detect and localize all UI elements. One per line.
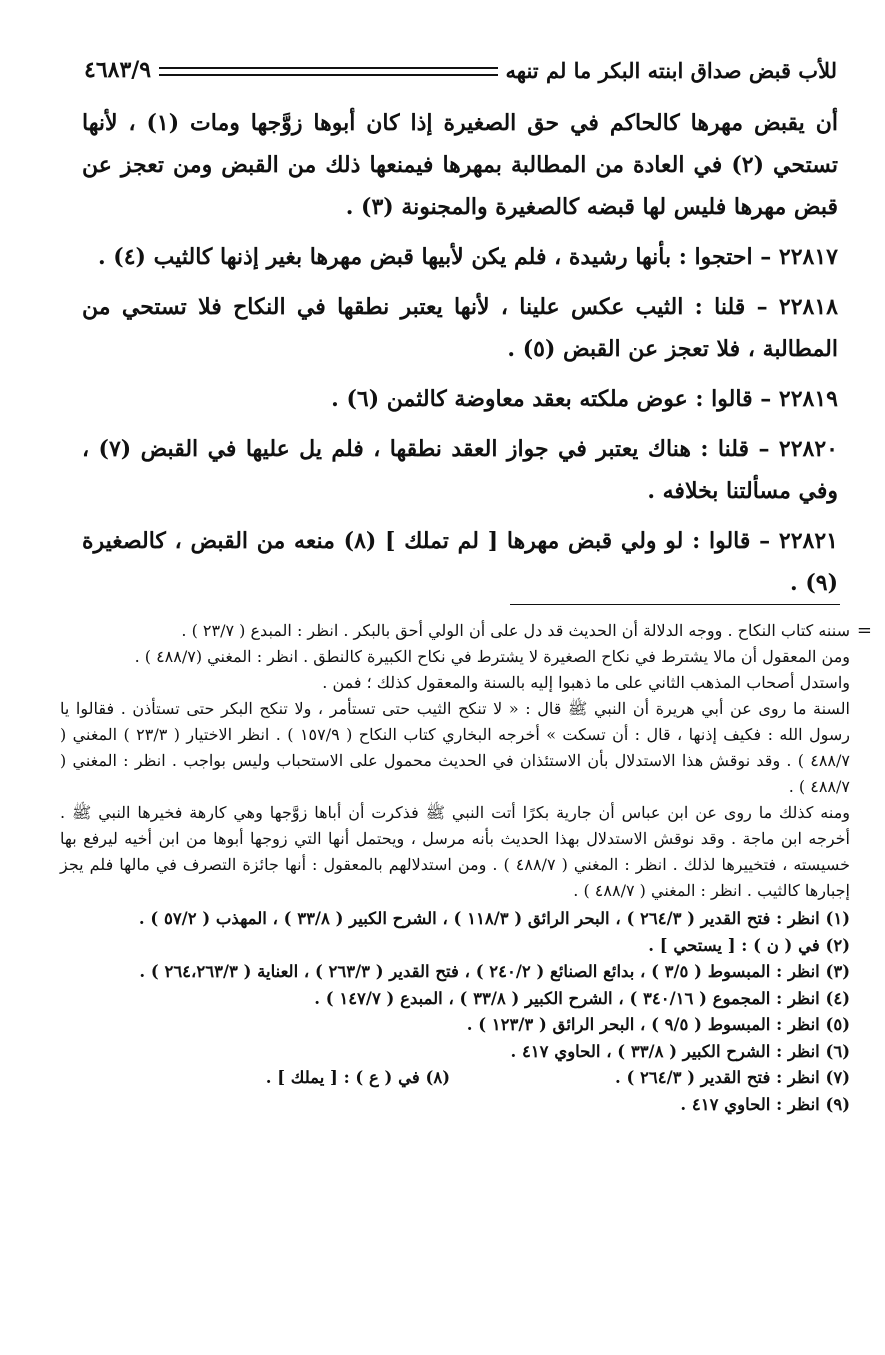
footnote: (٧) انظر : فتح القدير ( ٢٦٤/٣ ) .	[614, 1068, 850, 1087]
footnote-continuation: واستدل أصحاب المذهب الثاني على ما ذهبوا إليه بالسنة والمعقول كذلك ؛ فمن .	[322, 673, 850, 692]
continuation-mark: =	[856, 620, 872, 641]
footnotes	[60, 618, 872, 1118]
paragraph: ٢٢٨٢١ – قالوا : لو ولي قبض مهرها [ لم تملك ] (٨) منعه من القبض ، كالصغيرة (٩) .	[82, 528, 838, 596]
footnote-list	[105, 906, 850, 1118]
paragraph: ٢٢٨١٧ – احتجوا : بأنها رشيدة ، فلم يكن لأبيها قبض مهرها بغير إذنها كالثيب (٤) .	[97, 244, 838, 270]
running-header	[84, 52, 837, 88]
header-rule	[159, 67, 497, 76]
footnote-continuation: ومن المعقول أن مالا يشترط في نكاح الصغيرة لا يشترط في نكاح الكبيرة كالنطق . انظر : المغني (٤٨٨/٧ ) .	[134, 647, 850, 666]
paragraph: ٢٢٨١٩ – قالوا : عوض ملكته بعقد معاوضة كالثمن (٦) .	[331, 386, 838, 412]
footnote: (٨) في ( ع ) : [ يملك ] .	[265, 1068, 450, 1087]
footnote-separator	[510, 604, 840, 605]
footnote: (١) انظر : فتح القدير ( ٢٦٤/٣ ) ، البحر الرائق ( ١١٨/٣ ) ، الشرح الكبير ( ٣٣/٨ ) ، المهذب ( ٥٧/٢ ) .	[138, 909, 850, 928]
footnote: (٤) انظر : المجموع ( ٣٤٠/١٦ ) ، الشرح الكبير ( ٣٣/٨ ) ، المبدع ( ١٤٧/٧ ) .	[314, 988, 850, 1008]
paragraph: ٢٢٨٢٠ – قلنا : هناك يعتبر في جواز العقد نطقها ، فلم يل عليها في القبض (٧) ، وفي مسألتنا بخلافه .	[82, 436, 838, 504]
paragraph: ٢٢٨١٨ – قلنا : الثيب عكس علينا ، لأنها يعتبر نطقها في النكاح فلا تستحي من المطالبة ، فلا تعجز عن القبض (٥) .	[82, 294, 838, 362]
footnote-continuation: سننه كتاب النكاح . ووجه الدلالة أن الحديث قد دل على أن الولي أحق بالبكر . انظر : المبدع ( ٢٣/٧ ) .	[181, 621, 850, 640]
footnote: (٦) انظر : الشرح الكبير ( ٣٣/٨ ) ، الحاوي ٤١٧ .	[510, 1041, 850, 1061]
footnote: (٣) انظر : المبسوط ( ٣/٥ ) ، بدائع الصنائع ( ٢٤٠/٢ ) ، فتح القدير ( ٢٦٣/٣ ) ، العناية ( ٢٦٤،٢٦٣/٣ ) .	[139, 962, 850, 981]
main-text	[82, 102, 838, 612]
header-title: للأب قبض صداق ابنته البكر ما لم تنهه	[505, 57, 837, 83]
footnote: (٢) في ( ن ) : [ يستحي ] .	[648, 935, 850, 955]
footnote: (٥) انظر : المبسوط ( ٩/٥ ) ، البحر الرائق ( ١٢٣/٣ ) .	[466, 1015, 850, 1034]
page-number: ٤٦٨٣/٩	[84, 57, 152, 83]
paragraph: أن يقبض مهرها كالحاكم في حق الصغيرة إذا كان أبوها زوَّجها ومات (١) ، لأنها تستحي (٢) في العادة من المطالبة بمهرها فيمنعها ذلك من القبض ومن تعجز عن قبض مهرها فليس لها قبضه كالصغيرة والمجنونة (٣) .	[82, 110, 839, 220]
footnote: (٩) انظر : الحاوي ٤١٧ .	[680, 1094, 850, 1114]
footnote-continuation-block	[60, 618, 872, 644]
footnote-row	[105, 1065, 850, 1092]
footnote-continuation: السنة ما روى عن أبي هريرة أن النبي ﷺ قال : « لا تنكح الثيب حتى تستأمر ، ولا تنكح البكر حتى تستأذن . فقالوا يا رسول الله : فكيف إذنها ، قال : أن تسكت » أخرجه البخاري كتاب النكاح ( ١٥٧/٩ ) . انظر الاختيار ( ٢٣/٣ ) المغني ( ٤٨٨/٧ ) . وقد نوقش هذا الاستدلال بأن الاستئذان في الحديث محمول على الاستحباب وليس بواجب . انظر : المغني ( ٤٨٨/٧ ) .	[60, 699, 851, 796]
footnote-continuation: ومنه كذلك ما روى عن ابن عباس أن جارية بكرًا أتت النبي ﷺ فذكرت أن أباها زوَّجها وهي كارهة فخيرها النبي ﷺ . أخرجه ابن ماجة . وقد نوقش الاستدلال بهذا الحديث بأنه مرسل ، ويحتمل أنها التي زوجها أبوها من ابن أخيه ليرفع بها خسيسته ، فتخييرها لذلك . انظر : المغني ( ٤٨٨/٧ ) . ومن استدلالهم بالمعقول : أنها جائزة التصرف في مالها فلم يجز إجبارها كالثيب . انظر : المغني ( ٤٨٨/٧ ) .	[60, 803, 850, 900]
